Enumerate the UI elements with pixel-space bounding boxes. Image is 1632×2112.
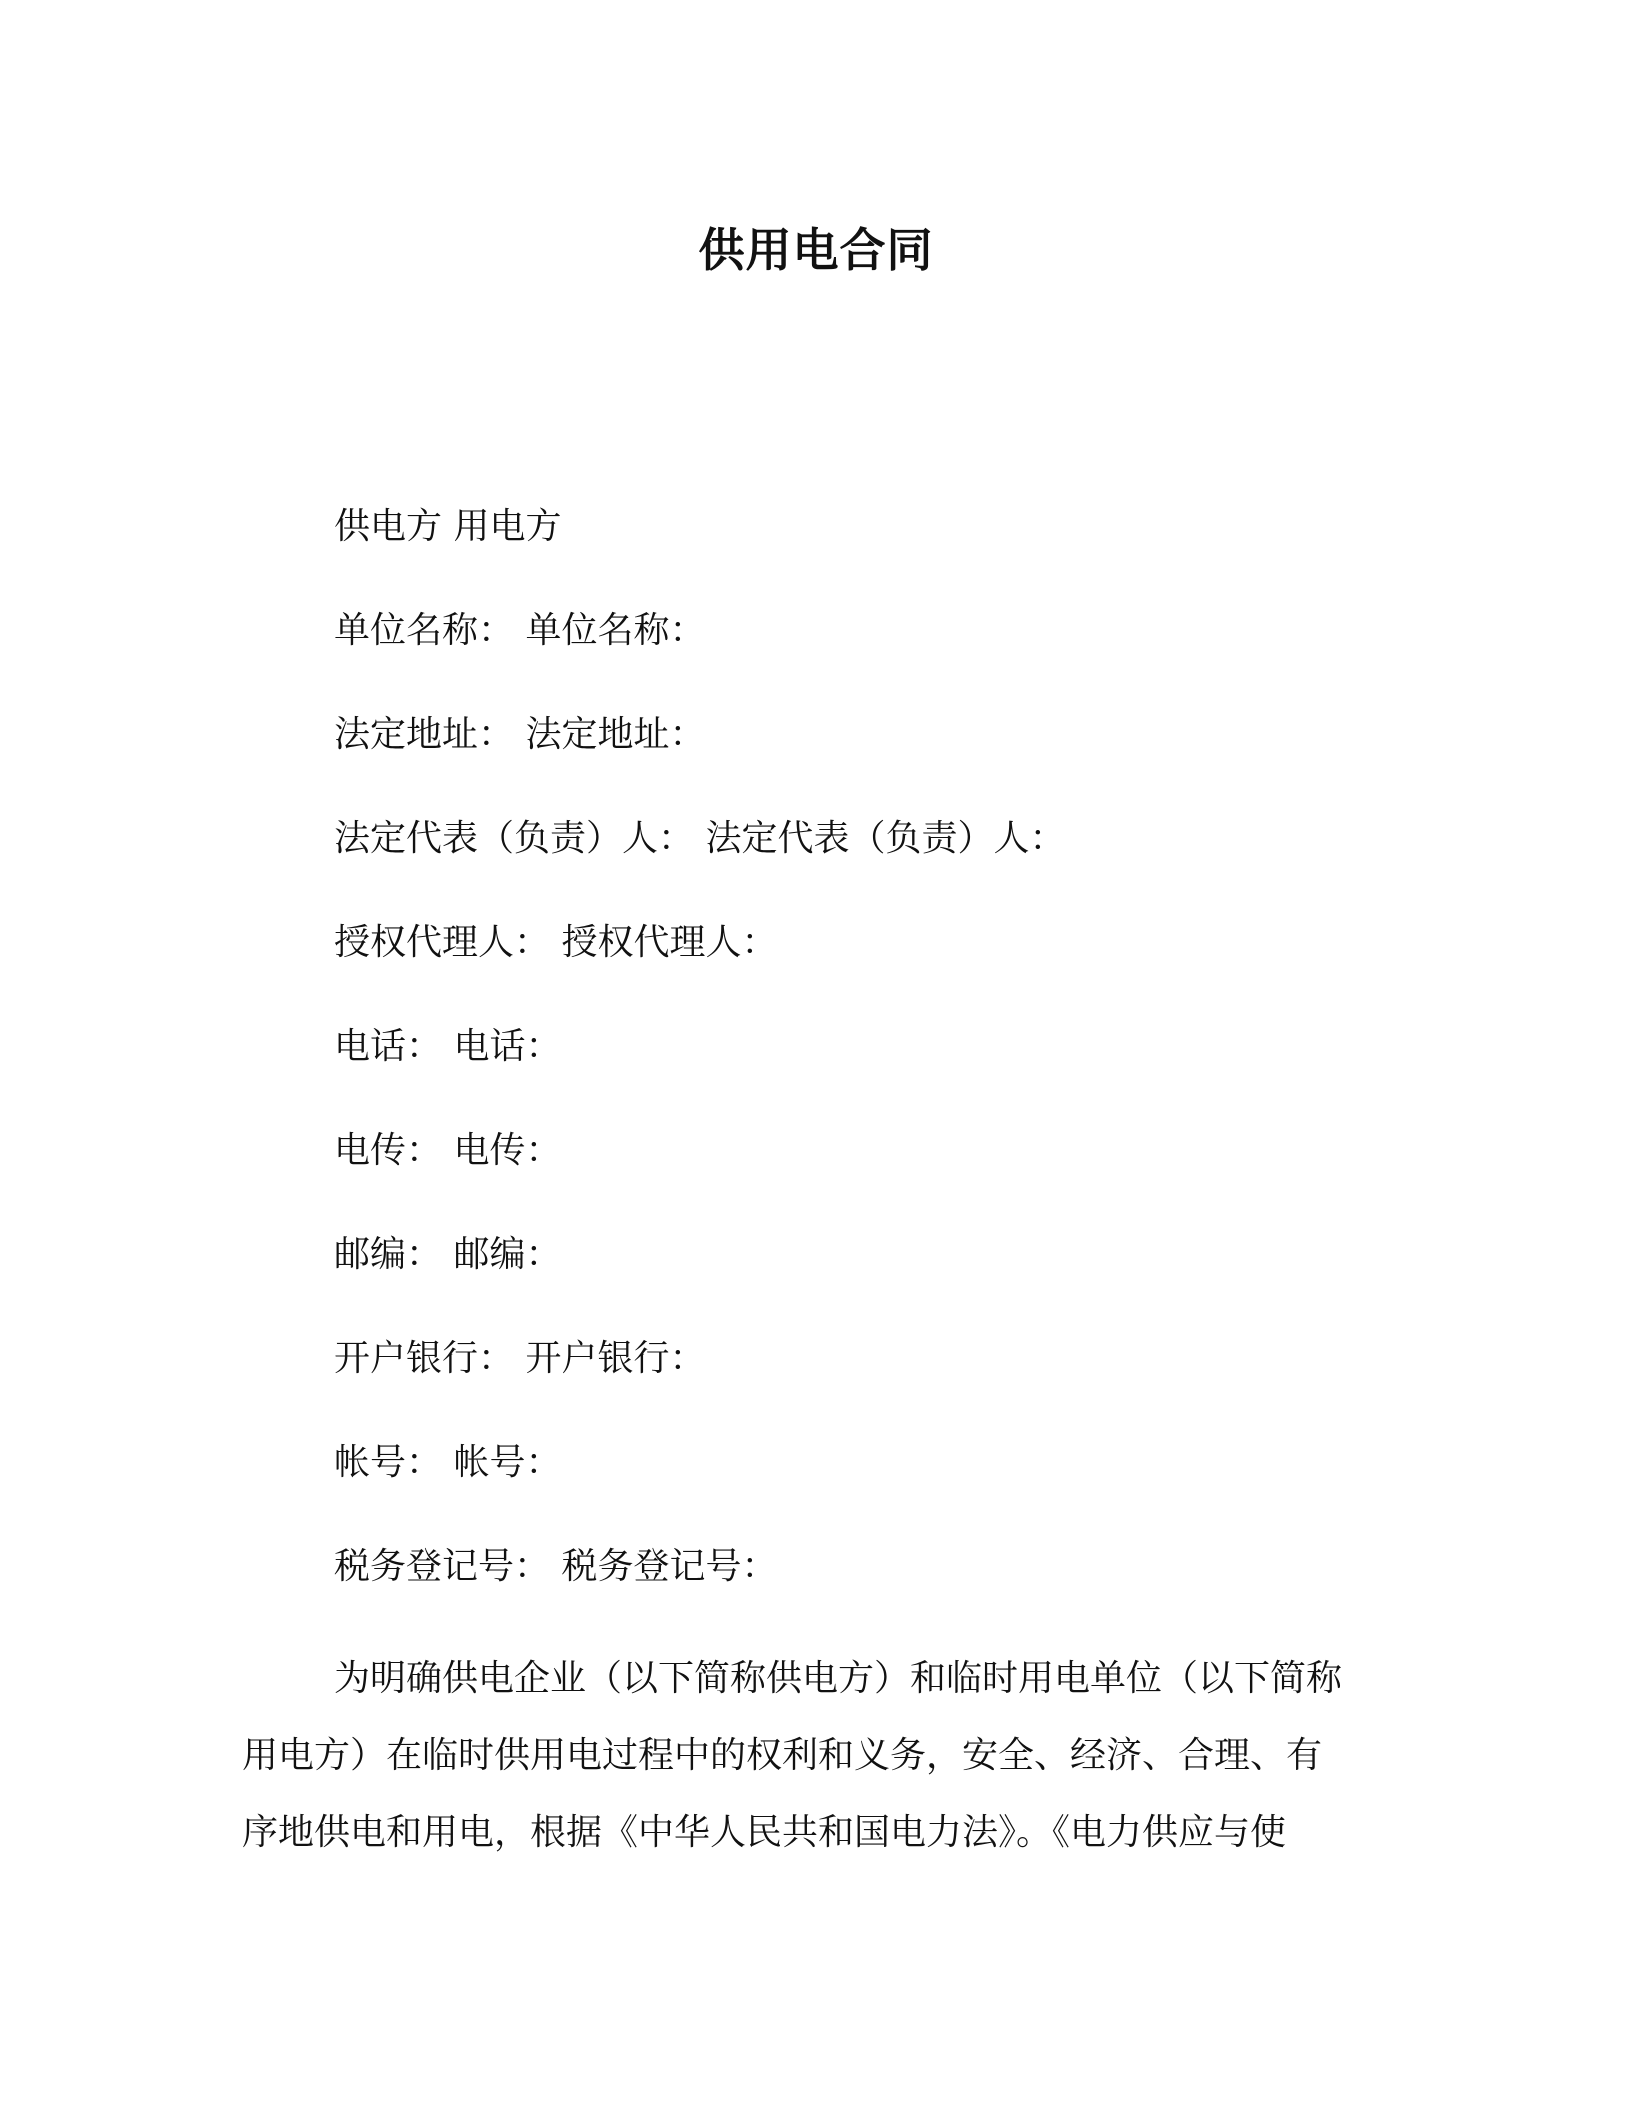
bank-line: 开户银行： 开户银行：	[334, 1338, 706, 1379]
paragraph-line: 为明确供电企业（以下简称供电方）和临时用电单位（以下简称	[334, 1658, 1343, 1699]
paragraph-line: 用电方）在临时供用电过程中的权利和义务，安全、经济、合理、有	[242, 1735, 1323, 1776]
party-info-list	[334, 502, 1065, 1646]
telex-line: 电传： 电传：	[334, 1130, 562, 1171]
authorized-agent-line: 授权代理人： 授权代理人：	[334, 922, 778, 963]
tax-registration-line: 税务登记号： 税务登记号：	[334, 1546, 778, 1587]
legal-representative-line: 法定代表（负责）人： 法定代表（负责）人：	[334, 818, 1066, 859]
paragraph-line: 序地供电和用电，根据《中华人民共和国电力法》。《电力供应与使	[242, 1812, 1287, 1853]
party-header-line: 供电方 用电方	[334, 506, 562, 547]
legal-address-line: 法定地址： 法定地址：	[334, 714, 706, 755]
account-number-line: 帐号： 帐号：	[334, 1442, 562, 1483]
phone-line: 电话： 电话：	[334, 1026, 562, 1067]
contract-preamble-paragraph	[242, 1640, 1382, 1871]
postcode-line: 邮编： 邮编：	[334, 1234, 562, 1275]
document-title: 供用电合同	[698, 223, 934, 277]
unit-name-line: 单位名称： 单位名称：	[334, 610, 706, 651]
